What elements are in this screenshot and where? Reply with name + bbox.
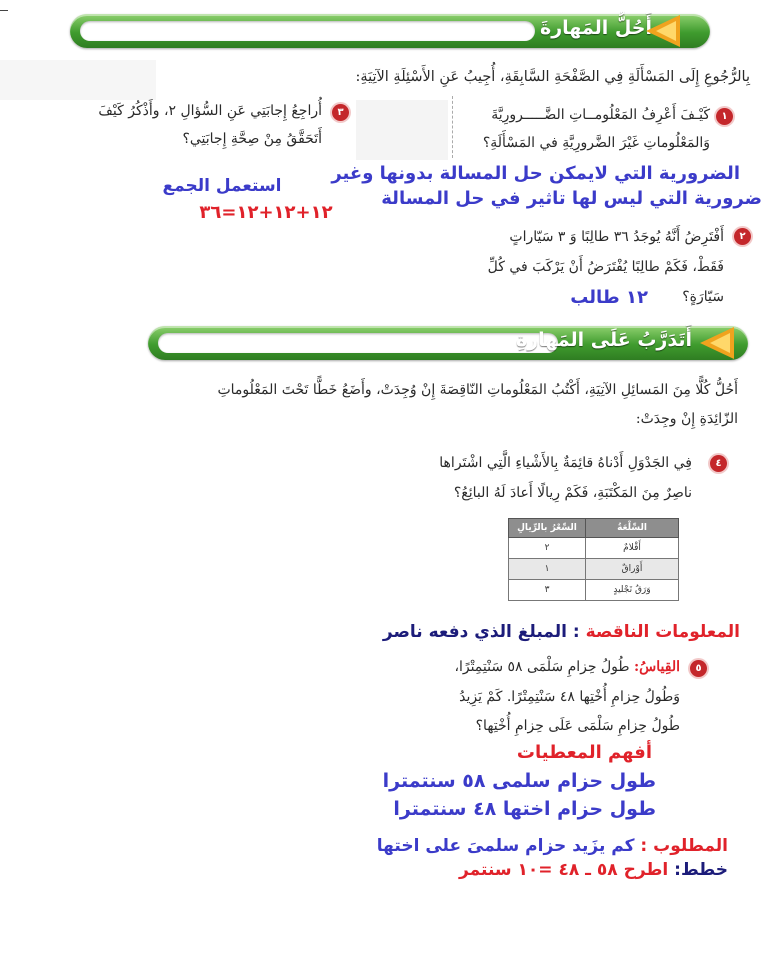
table-cell-item: وَرَقُ تَجْليدٍ — [586, 580, 679, 601]
table-cell-price: ٢ — [509, 538, 586, 559]
section1-arrow-inner — [656, 21, 676, 41]
section2-title: أَتَدَرَّبُ عَلَى المَهارةِ — [515, 329, 692, 351]
table-row — [509, 538, 679, 559]
section2-arrow-icon — [700, 327, 734, 359]
answer3-line2: ١٢+١٢+١٢=٣٦ — [199, 202, 333, 223]
section1-arrow-icon — [646, 15, 680, 47]
answer5-required-value: كم يزَيد حزام سلمىَ على اختها — [376, 836, 635, 856]
answer5-plan-label: خطط: — [674, 860, 728, 880]
answer5-given2: طول حزام اختها ٤٨ سنتمترا — [393, 798, 656, 820]
answer5-required — [268, 836, 728, 856]
answer2: ١٢ طالب — [570, 287, 648, 308]
answer4-sep: : — [572, 622, 580, 642]
q5-line1-text: طُولُ حِزامِ سَلْمَى ٥٨ سَنْتِمِتْرًا، — [454, 659, 630, 675]
banner-track — [158, 333, 558, 353]
answer1-line2: ضرورية التي ليس لها تاثير في حل المسالة — [381, 188, 762, 209]
table-cell-item: أَوْراقٌ — [586, 559, 679, 580]
q1-line1: كَيْـفَ أَعْرِفُ المَعْلُومــاتِ الضَّـــــرورِيَّةَ — [491, 107, 710, 123]
section2-arrow-inner — [710, 333, 730, 353]
section2-intro-line1: أَحُلُّ كُلًّا مِنَ المَسائِلِ الآتِيَةِ، أَكْتُبُ المَعْلُوماتِ النّاقِصَةَ إِنْ وُجِدَتْ، وأَضَعُ خَطًّا تَحْتَ المَعْلُوماتِ — [217, 382, 738, 398]
table-cell-price: ١ — [509, 559, 586, 580]
answer5-required-label: المطلوب : — [640, 836, 728, 856]
table-cell-item: أَقْلامٌ — [586, 538, 679, 559]
question-number-1: ١ — [716, 108, 733, 125]
question-number-4: ٤ — [710, 455, 727, 472]
answer5-plan-value: اطرح ٥٨ ـ ٤٨ =١٠ سنتمر — [459, 860, 669, 880]
answer4-label: المعلومات الناقصة — [585, 622, 740, 642]
table-row — [509, 559, 679, 580]
section1-banner — [70, 14, 710, 48]
table-cell-price: ٣ — [509, 580, 586, 601]
q2-line1: أَفْتَرِضُ أَنَّهُ يُوجَدُ ٣٦ طالِبًا وَ ٣ سَيّاراتٍ — [509, 229, 724, 245]
table-header-price: السِّعْرُ بالرِّيالِ — [509, 519, 586, 538]
question-number-3: ٣ — [332, 104, 349, 121]
answer5-heading: أفهم المعطيات — [516, 742, 652, 763]
section2-banner — [148, 326, 748, 360]
question-number-5: ٥ — [690, 660, 707, 677]
q5-line2: وَطُولُ حِزامِ أُخْتِها ٤٨ سَنْتِمِتْرًا. كَمْ يَزِيدُ — [459, 689, 680, 705]
answer4 — [140, 622, 740, 642]
banner-track — [80, 21, 535, 41]
price-table-wrapper — [508, 518, 679, 601]
table-header-row — [509, 519, 679, 538]
section1-intro: بِالرُّجُوعِ إِلَى المَسْأَلَةِ فِي الصَّفْحَةِ السَّابِقَةِ، أُجِيبُ عَنِ الأَسْئِلَةِ الآتِيَةِ: — [355, 69, 750, 85]
answer3-line1: استعمل الجمع — [162, 176, 282, 196]
q5-keyword: القِياسُ: — [634, 659, 680, 675]
q3-line2: أَتَحَقَّقُ مِنْ صِحَّةِ إِجابَتِي؟ — [182, 131, 322, 147]
section1-title: أَحُلُّ المَهارةَ — [540, 17, 652, 39]
question-number-2: ٢ — [734, 228, 751, 245]
q5-line1 — [300, 654, 680, 681]
q2-line2: فَقَطْ، فَكَمْ طالِبًا يُفْتَرَضُ أَنْ يَرْكَبَ في كُلِّ — [487, 259, 724, 275]
q4-line1: فِي الجَدْوَلِ أَدْناهُ قائِمَةٌ بِالأَشْياءِ الَّتِي اشْتَراها — [439, 455, 692, 471]
table-header-item: السِّلْعَةُ — [586, 519, 679, 538]
answer5-plan — [268, 860, 728, 880]
table-row — [509, 580, 679, 601]
q2-line3: سَيّارَةٍ؟ — [682, 289, 724, 305]
q5-line3: طُولُ حِزامِ سَلْمَى عَلَى حِزامِ أُخْتِها؟ — [475, 718, 680, 734]
column-divider — [452, 96, 453, 158]
q4-line2: ناصِرٌ مِنَ المَكْتَبَةِ، فَكَمْ رِيالًا أَعادَ لَهُ البائِعُ؟ — [453, 485, 692, 501]
q3-line1: أُراجِعُ إِجابَتِي عَنِ السُّؤالِ ٢، وأَذْكُرُ كَيْفَ — [98, 103, 322, 119]
q1-line2: وَالمَعْلُوماتِ غَيْرَ الضَّرورِيَّةِ في المَسْأَلَةِ؟ — [482, 135, 710, 151]
answer4-value: المبلغ الذي دفعه ناصر — [382, 622, 567, 642]
answer5-given1: طول حزام سلمى ٥٨ سنتمترا — [382, 770, 656, 792]
answer1-line1: الضرورية التي لايمكن حل المسالة بدونها وغير — [331, 163, 740, 184]
corner-mark — [0, 10, 8, 11]
section2-intro-line2: الزّائِدَةِ إِنْ وجِدَتْ: — [635, 411, 738, 427]
price-table — [508, 518, 679, 601]
